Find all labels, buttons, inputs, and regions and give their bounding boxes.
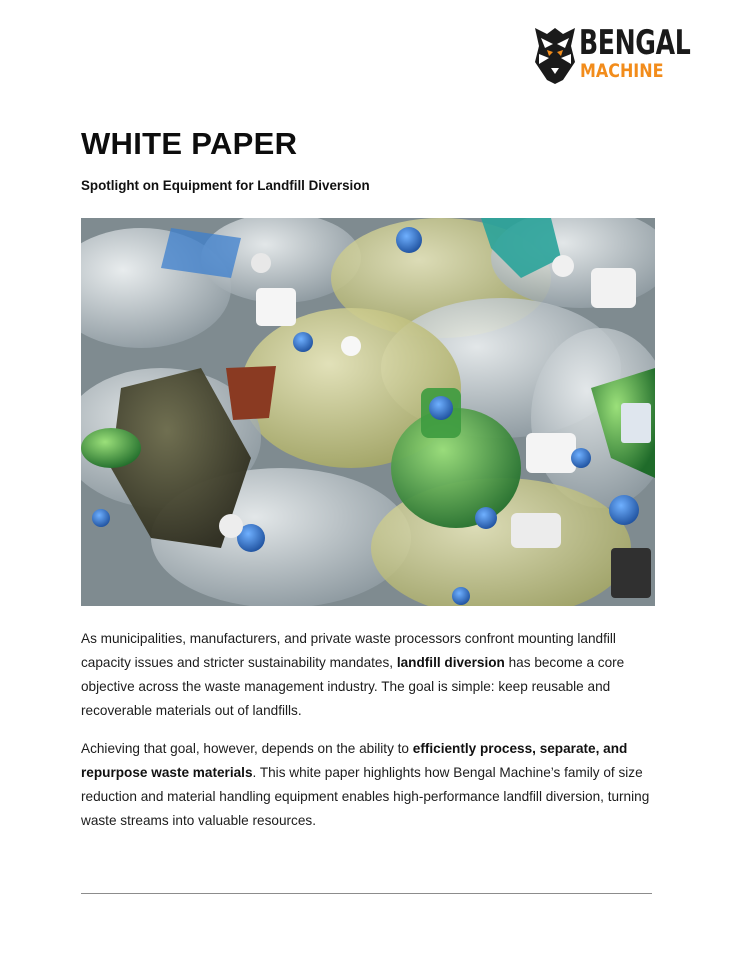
hero-illustration [81,218,655,606]
document-title: WHITE PAPER [81,126,298,161]
tiger-head-icon [533,24,577,84]
goal-bold-process: efficiently process, separate, and repurpose waste materials [81,741,628,780]
logo-wordmark-bottom: MACHINE [580,60,664,82]
logo-wordmark-top: BENGAL [579,23,691,63]
bengal-machine-logo [533,23,691,86]
goal-paragraph [81,737,661,833]
footer-divider [81,893,652,894]
intro-text-b: has become a core objective across the waste management industry. The goal is simple: keep reusable and recoverable materials out of landfills. [81,655,625,718]
goal-text-a: Achieving that goal, however, depends on the ability to [81,741,413,756]
intro-paragraph [81,627,661,723]
intro-bold-landfill-diversion: landfill diversion [396,655,505,670]
goal-text-b: . This white paper highlights how Bengal Machine’s family of size reduction and material handling equipment enables high-performance landfill diversion, turning waste streams into valuable resources. [81,765,650,828]
plastic-bottles-photo [81,218,655,606]
intro-text-a: As municipalities, manufacturers, and private waste processors confront mounting landfill capacity issues and stricter sustainability mandates, [81,631,616,670]
document-subtitle: Spotlight on Equipment for Landfill Diversion [81,178,370,193]
